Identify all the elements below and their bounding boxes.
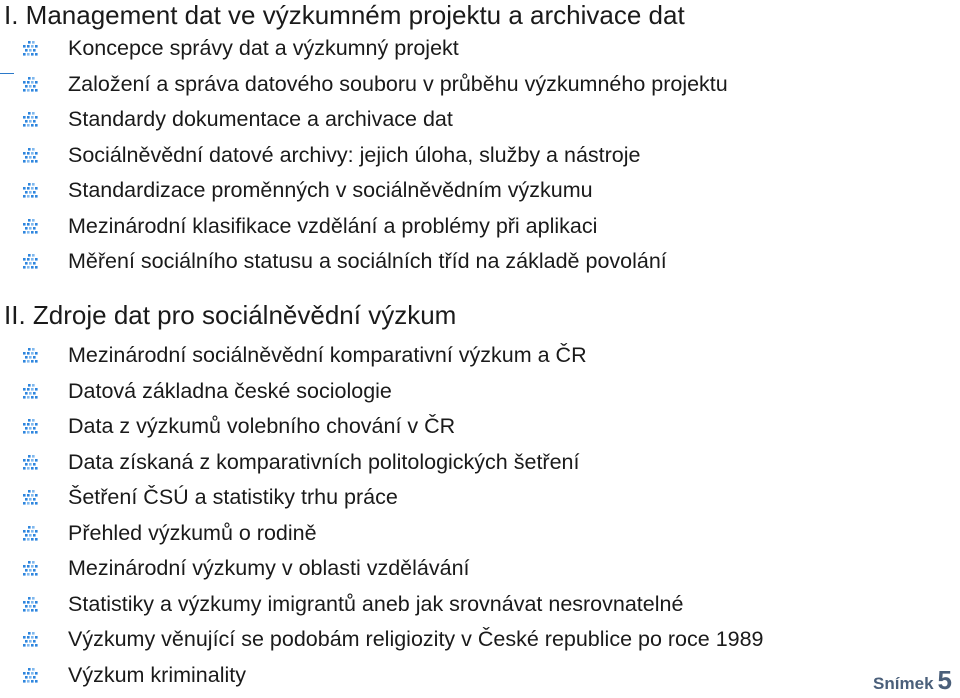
dotted-square-bullet-icon bbox=[22, 182, 38, 198]
list-item-text: Statistiky a výzkumy imigrantů aneb jak srovnávat nesrovnatelné bbox=[68, 591, 684, 616]
dotted-square-bullet-icon bbox=[22, 560, 38, 576]
list-item-text: Výzkum kriminality bbox=[68, 662, 246, 687]
dotted-square-bullet-icon bbox=[22, 76, 38, 92]
dotted-square-bullet-icon bbox=[22, 667, 38, 683]
list-item-text: Data z výzkumů volebního chování v ČR bbox=[68, 414, 456, 438]
list-item-text: Data získaná z komparativních politologických šetření bbox=[68, 449, 580, 474]
list-item-text: Výzkumy věnující se podobám religiozity v České republice po roce 1989 bbox=[68, 627, 764, 651]
list-item-text: Standardy dokumentace a archivace dat bbox=[68, 107, 453, 131]
accent-line bbox=[0, 73, 14, 74]
list-item-text: Standardizace proměnných v sociálněvědním výzkumu bbox=[68, 178, 593, 202]
dotted-square-bullet-icon bbox=[22, 253, 38, 269]
section-1-heading: I. Management dat ve výzkumném projektu a archivace dat bbox=[4, 0, 685, 30]
dotted-square-bullet-icon bbox=[22, 596, 38, 612]
slide-number bbox=[873, 665, 952, 696]
list-item-text: Šetření ČSÚ a statistiky trhu práce bbox=[68, 485, 398, 509]
list-item-text: Mezinárodní klasifikace vzdělání a problémy při aplikaci bbox=[68, 213, 598, 238]
dotted-square-bullet-icon bbox=[22, 418, 38, 434]
list-item-text: Sociálněvědní datové archivy: jejich úloha, služby a nástroje bbox=[68, 142, 641, 167]
dotted-square-bullet-icon bbox=[22, 489, 38, 505]
section-2-heading: II. Zdroje dat pro sociálněvědní výzkum bbox=[4, 300, 457, 330]
list-item-text: Datová základna české sociologie bbox=[68, 378, 392, 403]
list-item-text: Založení a správa datového souboru v průběhu výzkumného projektu bbox=[68, 71, 728, 96]
dotted-square-bullet-icon bbox=[22, 111, 38, 127]
dotted-square-bullet-icon bbox=[22, 631, 38, 647]
list-item-text: Mezinárodní sociálněvědní komparativní výzkum a ČR bbox=[68, 343, 587, 367]
list-item-text: Přehled výzkumů o rodině bbox=[68, 520, 317, 545]
dotted-square-bullet-icon bbox=[22, 525, 38, 541]
dotted-square-bullet-icon bbox=[22, 218, 38, 234]
dotted-square-bullet-icon bbox=[22, 454, 38, 470]
list-item-text: Koncepce správy dat a výzkumný projekt bbox=[68, 36, 459, 60]
dotted-square-bullet-icon bbox=[22, 40, 38, 56]
list-item-text: Měření sociálního statusu a sociálních tříd na základě povolání bbox=[68, 249, 667, 273]
dotted-square-bullet-icon bbox=[22, 383, 38, 399]
dotted-square-bullet-icon bbox=[22, 347, 38, 363]
list-item-text: Mezinárodní výzkumy v oblasti vzdělávání bbox=[68, 556, 470, 580]
slide-label: Snímek bbox=[873, 674, 934, 693]
dotted-square-bullet-icon bbox=[22, 147, 38, 163]
slide-number-value: 5 bbox=[937, 665, 952, 695]
